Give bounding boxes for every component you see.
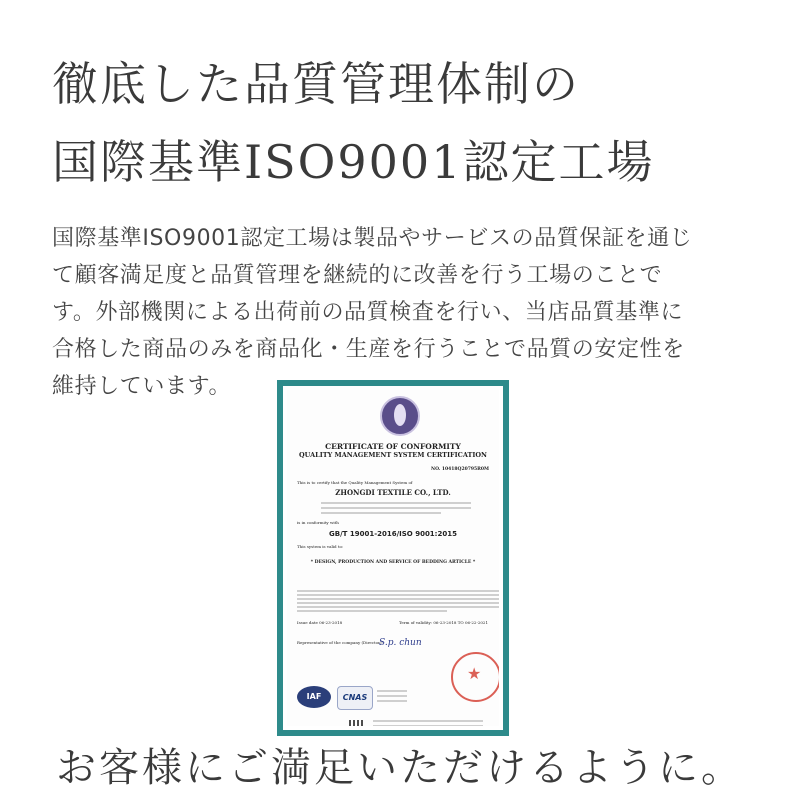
company-stamp-icon — [451, 652, 499, 702]
address-line — [321, 502, 471, 504]
fine-print-line — [297, 602, 499, 604]
headline-line-1: 徹底した品質管理体制の — [52, 57, 580, 111]
description-paragraph — [52, 220, 752, 405]
certification-scope: * DESIGN, PRODUCTION AND SERVICE OF BEDDING ARTICLE * — [310, 560, 476, 565]
address-line — [321, 512, 441, 514]
validity-term: Term of validity: 06-23-2018 TO 06-22-2021 — [399, 620, 489, 625]
fine-print-line — [297, 594, 499, 596]
standard-name: GB/T 19001-2016/ISO 9001:2015 — [329, 530, 457, 538]
qr-code-icon — [349, 720, 363, 726]
representative-signature: S.p. chun — [379, 638, 422, 648]
fine-print-line — [297, 606, 499, 608]
closing-message: お客様にご満足いただけるように。 — [56, 745, 744, 791]
cnas-logo: CNAS — [337, 686, 373, 710]
representative-label: Representative of the company (Director): — [297, 640, 383, 645]
certificate-number: NO. 10418Q20795R0M — [431, 467, 489, 472]
certifier-seal-icon — [380, 396, 420, 436]
certificate-subtitle: QUALITY MANAGEMENT SYSTEM CERTIFICATION — [298, 451, 487, 459]
footer-text — [373, 725, 483, 726]
conformity-label: is in conformity with — [297, 520, 339, 525]
certificate-document — [287, 390, 499, 726]
description-line: 合格した商品のみを商品化・生産を行うことで品質の安定性を — [52, 337, 685, 362]
accreditation-text — [377, 695, 407, 697]
footer-text — [373, 720, 483, 722]
certificate-image — [277, 380, 509, 736]
certificate-title: CERTIFICATE OF CONFORMITY — [325, 442, 461, 451]
headline-line-2: 国際基準ISO9001認定工場 — [52, 135, 655, 189]
accreditation-text — [377, 690, 407, 692]
fine-print-line — [297, 590, 499, 592]
issue-date: Issue date 06-23-2018 — [297, 620, 343, 625]
valid-label: This system is valid to: — [297, 544, 344, 549]
description-line: 国際基準ISO9001認定工場は製品やサービスの品質保証を通じ — [52, 226, 693, 251]
fine-print-line — [297, 610, 447, 612]
fine-print-line — [297, 598, 499, 600]
company-name: ZHONGDI TEXTILE CO., LTD. — [335, 488, 451, 497]
description-line: て顧客満足度と品質管理を継続的に改善を行う工場のことで — [52, 263, 663, 288]
accreditation-text — [377, 700, 407, 702]
description-line: 維持しています。 — [52, 374, 232, 399]
certificate-intro: This is to certify that the Quality Management System of — [297, 480, 413, 485]
address-line — [321, 507, 471, 509]
iaf-logo: IAF — [297, 686, 331, 708]
description-line: す。外部機関による出荷前の品質検査を行い、当店品質基準に — [52, 300, 684, 325]
